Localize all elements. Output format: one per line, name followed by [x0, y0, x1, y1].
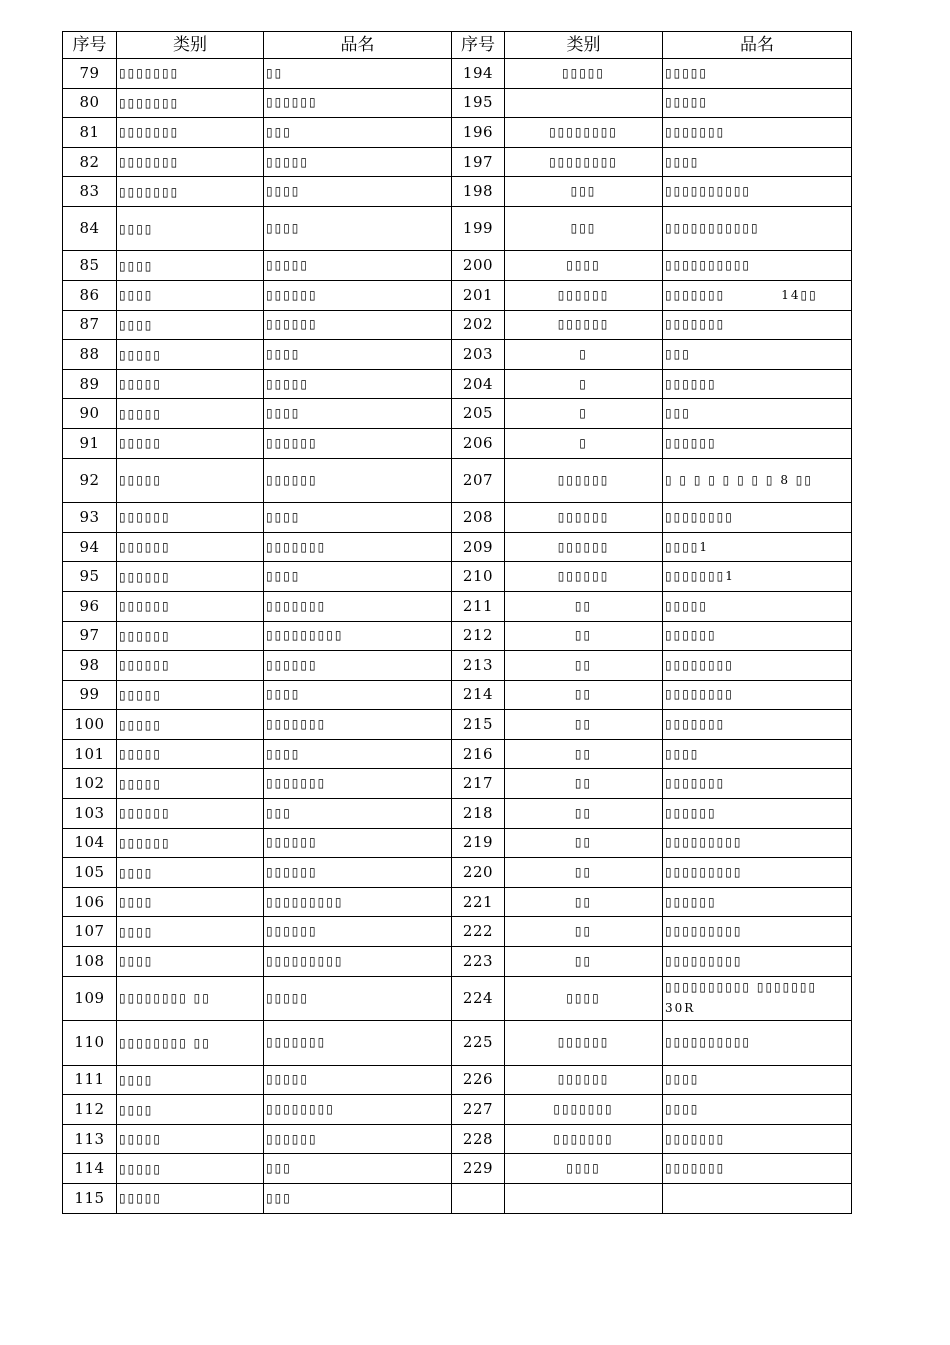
name-cell: ▯▯▯▯▯▯▯▯▯	[264, 947, 452, 977]
category-cell-right: ▯▯	[505, 858, 663, 888]
seq-cell: 85	[63, 251, 117, 281]
seq-cell-right: 217	[452, 769, 505, 799]
category-cell-right	[505, 88, 663, 118]
category-cell: ▯▯▯▯▯▯	[117, 651, 264, 681]
seq-cell: 108	[63, 947, 117, 977]
seq-cell: 94	[63, 532, 117, 562]
name-cell: ▯▯▯▯▯▯▯	[264, 769, 452, 799]
seq-cell: 106	[63, 887, 117, 917]
table-row	[63, 399, 852, 429]
name-cell: ▯▯▯▯▯▯	[264, 651, 452, 681]
name-cell: ▯▯▯▯▯▯	[264, 310, 452, 340]
name-cell: ▯▯▯▯▯▯▯	[264, 710, 452, 740]
seq-cell-right: 203	[452, 340, 505, 370]
category-cell: ▯▯▯▯	[117, 858, 264, 888]
category-cell-right: ▯▯▯▯▯▯	[505, 458, 663, 503]
table-row	[63, 562, 852, 592]
category-cell-right: ▯▯▯▯▯▯▯▯	[505, 147, 663, 177]
table-body	[63, 59, 874, 1214]
seq-cell-right: 194	[452, 59, 505, 89]
name-cell: ▯▯▯▯▯▯	[264, 281, 452, 311]
table-row	[63, 887, 852, 917]
seq-cell-right: 196	[452, 118, 505, 148]
table-row	[63, 621, 852, 651]
name-cell: ▯▯▯▯▯▯	[264, 458, 452, 503]
seq-cell: 89	[63, 369, 117, 399]
seq-cell: 112	[63, 1095, 117, 1125]
table-row	[63, 503, 852, 533]
name-cell-right: ▯▯▯▯▯	[663, 591, 852, 621]
name-cell: ▯▯▯▯▯▯▯▯▯	[264, 887, 452, 917]
seq-cell-right: 229	[452, 1154, 505, 1184]
name-cell: ▯▯▯▯▯▯▯▯	[264, 1095, 452, 1125]
category-cell-right: ▯▯▯▯▯	[505, 59, 663, 89]
table-row	[63, 947, 852, 977]
seq-cell-right: 228	[452, 1124, 505, 1154]
name-cell: ▯▯	[264, 59, 452, 89]
table-row	[63, 651, 852, 681]
name-cell-right: ▯▯▯▯▯▯▯▯▯▯	[663, 1021, 852, 1066]
header-row	[63, 32, 852, 59]
table-row	[63, 281, 852, 311]
header-seq: 序号	[63, 32, 117, 59]
category-cell: ▯▯▯▯▯	[117, 340, 264, 370]
category-cell: ▯▯▯▯	[117, 1065, 264, 1095]
name-cell-right	[663, 1184, 852, 1214]
name-cell-right: ▯▯▯▯▯	[663, 59, 852, 89]
seq-cell: 109	[63, 976, 117, 1021]
category-cell: ▯▯▯▯▯	[117, 739, 264, 769]
name-cell-right: ▯▯▯▯	[663, 1095, 852, 1125]
category-cell: ▯▯▯▯▯▯▯▯ ▯▯	[117, 1021, 264, 1066]
category-cell: ▯▯▯▯▯▯▯	[117, 59, 264, 89]
category-cell: ▯▯▯▯▯▯▯	[117, 177, 264, 207]
name-cell: ▯▯▯▯	[264, 503, 452, 533]
table-row	[63, 769, 852, 799]
seq-cell: 102	[63, 769, 117, 799]
name-cell: ▯▯▯▯▯▯	[264, 1124, 452, 1154]
table-row	[63, 1154, 852, 1184]
category-cell: ▯▯▯▯▯	[117, 769, 264, 799]
name-cell-right: ▯▯▯▯▯▯▯▯▯▯	[663, 177, 852, 207]
category-cell: ▯▯▯▯▯	[117, 429, 264, 459]
name-cell-right: ▯▯▯▯	[663, 147, 852, 177]
name-cell: ▯▯▯▯▯▯▯▯▯	[264, 621, 452, 651]
category-cell-right: ▯▯	[505, 917, 663, 947]
name-cell: ▯▯▯▯▯	[264, 976, 452, 1021]
name-cell-right: ▯▯▯▯▯▯▯	[663, 310, 852, 340]
table-row	[63, 340, 852, 370]
category-cell-right: ▯	[505, 369, 663, 399]
name-cell-right: ▯▯▯▯▯▯▯▯▯	[663, 858, 852, 888]
table-row	[63, 710, 852, 740]
category-cell: ▯▯▯▯▯▯	[117, 503, 264, 533]
category-cell: ▯▯▯▯▯▯▯	[117, 147, 264, 177]
name-cell: ▯▯▯▯▯▯	[264, 88, 452, 118]
name-cell: ▯▯▯▯▯▯▯	[264, 532, 452, 562]
seq-cell: 96	[63, 591, 117, 621]
category-cell: ▯▯▯▯▯▯▯	[117, 118, 264, 148]
name-cell: ▯▯▯▯	[264, 739, 452, 769]
name-cell-right: ▯▯▯▯▯▯▯▯	[663, 680, 852, 710]
table-row	[63, 310, 852, 340]
seq-cell-right: 198	[452, 177, 505, 207]
seq-cell: 80	[63, 88, 117, 118]
seq-cell-right: 223	[452, 947, 505, 977]
table-row	[63, 858, 852, 888]
seq-cell-right: 200	[452, 251, 505, 281]
name-cell: ▯▯▯▯	[264, 177, 452, 207]
table-row	[63, 799, 852, 829]
table-row	[63, 680, 852, 710]
seq-cell: 79	[63, 59, 117, 89]
category-cell-right: ▯	[505, 429, 663, 459]
seq-cell-right: 201	[452, 281, 505, 311]
category-cell-right: ▯▯▯▯▯▯	[505, 532, 663, 562]
category-cell-right: ▯	[505, 399, 663, 429]
name-cell: ▯▯▯▯	[264, 680, 452, 710]
name-cell-right: ▯▯▯▯▯▯▯	[663, 1154, 852, 1184]
name-cell-right: ▯ ▯ ▯ ▯ ▯ ▯ ▯ ▯ 8 ▯▯	[663, 458, 852, 503]
seq-cell-right: 219	[452, 828, 505, 858]
seq-cell-right: 199	[452, 206, 505, 251]
category-cell-right: ▯▯▯▯▯▯	[505, 281, 663, 311]
name-cell: ▯▯▯	[264, 1154, 452, 1184]
name-cell: ▯▯▯▯	[264, 399, 452, 429]
category-cell-right: ▯▯	[505, 947, 663, 977]
seq-cell-right: 197	[452, 147, 505, 177]
name-cell-right: ▯▯▯▯▯▯	[663, 887, 852, 917]
table-row	[63, 251, 852, 281]
name-cell-right: ▯▯▯▯▯▯	[663, 429, 852, 459]
category-cell: ▯▯▯▯	[117, 1095, 264, 1125]
name-cell: ▯▯▯	[264, 118, 452, 148]
category-cell: ▯▯▯▯	[117, 887, 264, 917]
seq-cell-right: 220	[452, 858, 505, 888]
category-cell: ▯▯▯▯	[117, 281, 264, 311]
seq-cell-right: 225	[452, 1021, 505, 1066]
category-cell-right: ▯▯▯▯▯▯	[505, 503, 663, 533]
category-cell: ▯▯▯▯▯	[117, 399, 264, 429]
table-row	[63, 429, 852, 459]
name-cell-right: ▯▯▯▯	[663, 1065, 852, 1095]
seq-cell-right: 215	[452, 710, 505, 740]
seq-cell-right: 211	[452, 591, 505, 621]
seq-cell-right: 202	[452, 310, 505, 340]
category-cell-right: ▯▯	[505, 828, 663, 858]
name-cell-right: ▯▯▯▯▯▯	[663, 369, 852, 399]
category-cell: ▯▯▯▯▯	[117, 1154, 264, 1184]
name-cell-right: ▯▯▯▯▯▯▯	[663, 769, 852, 799]
seq-cell: 101	[63, 739, 117, 769]
table-row	[63, 1095, 852, 1125]
name-cell: ▯▯▯▯▯	[264, 251, 452, 281]
name-cell-right: ▯▯▯▯1	[663, 532, 852, 562]
category-cell: ▯▯▯▯▯▯	[117, 799, 264, 829]
category-cell-right: ▯▯	[505, 591, 663, 621]
category-cell: ▯▯▯▯▯▯	[117, 621, 264, 651]
name-cell-right: ▯▯▯▯▯▯▯▯▯▯▯	[663, 206, 852, 251]
seq-cell: 100	[63, 710, 117, 740]
name-cell: ▯▯▯▯	[264, 206, 452, 251]
seq-cell: 86	[63, 281, 117, 311]
category-cell: ▯▯▯▯	[117, 310, 264, 340]
name-cell: ▯▯▯▯▯▯▯	[264, 591, 452, 621]
seq-cell-right: 226	[452, 1065, 505, 1095]
seq-cell: 95	[63, 562, 117, 592]
name-cell-right: ▯▯▯▯▯▯▯▯▯▯	[663, 251, 852, 281]
seq-cell: 103	[63, 799, 117, 829]
category-cell-right: ▯▯	[505, 799, 663, 829]
seq-cell-right: 214	[452, 680, 505, 710]
category-cell-right: ▯▯▯▯▯▯▯▯	[505, 118, 663, 148]
name-cell: ▯▯▯▯▯▯	[264, 828, 452, 858]
category-cell-right: ▯▯▯▯	[505, 251, 663, 281]
category-cell-right	[505, 1184, 663, 1214]
category-cell: ▯▯▯▯▯	[117, 369, 264, 399]
category-cell-right: ▯▯▯▯▯▯▯	[505, 1124, 663, 1154]
table-row	[63, 458, 852, 503]
seq-cell: 92	[63, 458, 117, 503]
table-row	[63, 739, 852, 769]
seq-cell: 91	[63, 429, 117, 459]
category-cell: ▯▯▯▯	[117, 947, 264, 977]
table-row	[63, 59, 852, 89]
name-cell: ▯▯▯▯	[264, 562, 452, 592]
seq-cell-right: 210	[452, 562, 505, 592]
name-cell-right: ▯▯▯▯▯▯▯1	[663, 562, 852, 592]
name-cell: ▯▯▯▯▯▯	[264, 917, 452, 947]
category-cell: ▯▯▯▯▯▯	[117, 591, 264, 621]
name-cell-right: ▯▯▯▯▯▯▯ 14▯▯	[663, 281, 852, 311]
header-name-2: 品名	[663, 32, 852, 59]
seq-cell: 98	[63, 651, 117, 681]
name-cell-right: ▯▯▯▯▯▯▯	[663, 118, 852, 148]
name-cell: ▯▯▯▯▯▯	[264, 429, 452, 459]
table-row	[63, 532, 852, 562]
table-row	[63, 369, 852, 399]
name-cell: ▯▯▯▯▯	[264, 1065, 452, 1095]
seq-cell: 104	[63, 828, 117, 858]
name-cell-right: ▯▯▯▯▯	[663, 88, 852, 118]
table-row	[63, 1021, 852, 1066]
category-cell-right: ▯▯▯	[505, 206, 663, 251]
seq-cell-right: 207	[452, 458, 505, 503]
category-cell-right: ▯▯▯▯	[505, 1154, 663, 1184]
seq-cell: 110	[63, 1021, 117, 1066]
name-cell-right: ▯▯▯▯	[663, 739, 852, 769]
category-cell: ▯▯▯▯▯	[117, 458, 264, 503]
seq-cell-right: 204	[452, 369, 505, 399]
seq-cell: 97	[63, 621, 117, 651]
category-cell: ▯▯▯▯▯▯	[117, 532, 264, 562]
category-cell-right: ▯▯	[505, 651, 663, 681]
seq-cell: 115	[63, 1184, 117, 1214]
seq-cell-right: 222	[452, 917, 505, 947]
seq-cell: 84	[63, 206, 117, 251]
header-name: 品名	[264, 32, 452, 59]
name-cell-right: ▯▯▯▯▯▯	[663, 621, 852, 651]
item-table	[62, 31, 874, 1214]
category-cell: ▯▯▯▯▯▯▯▯ ▯▯	[117, 976, 264, 1021]
seq-cell-right: 195	[452, 88, 505, 118]
name-cell-right: ▯▯▯▯▯▯▯	[663, 710, 852, 740]
category-cell: ▯▯▯▯▯▯	[117, 828, 264, 858]
name-cell-right: ▯▯▯▯▯▯▯	[663, 1124, 852, 1154]
category-cell: ▯▯▯▯▯	[117, 680, 264, 710]
name-cell-right: ▯▯▯▯▯▯▯▯▯▯ ▯▯▯▯▯▯▯ 30R	[663, 976, 852, 1021]
seq-cell: 99	[63, 680, 117, 710]
seq-cell: 88	[63, 340, 117, 370]
table-row	[63, 147, 852, 177]
seq-cell-right: 205	[452, 399, 505, 429]
name-cell: ▯▯▯▯▯▯	[264, 858, 452, 888]
header-category-2: 类别	[505, 32, 663, 59]
header-category: 类别	[117, 32, 264, 59]
name-cell: ▯▯▯▯▯	[264, 369, 452, 399]
category-cell-right: ▯▯	[505, 887, 663, 917]
seq-cell-right: 224	[452, 976, 505, 1021]
category-cell-right: ▯▯	[505, 621, 663, 651]
seq-cell: 83	[63, 177, 117, 207]
seq-cell-right: 213	[452, 651, 505, 681]
seq-cell: 111	[63, 1065, 117, 1095]
category-cell: ▯▯▯▯▯	[117, 1124, 264, 1154]
seq-cell: 87	[63, 310, 117, 340]
seq-cell-right: 216	[452, 739, 505, 769]
seq-cell-right	[452, 1184, 505, 1214]
category-cell-right: ▯▯	[505, 680, 663, 710]
table-row	[63, 206, 852, 251]
seq-cell: 114	[63, 1154, 117, 1184]
table-row	[63, 88, 852, 118]
name-cell: ▯▯▯▯▯▯▯	[264, 1021, 452, 1066]
seq-cell: 105	[63, 858, 117, 888]
category-cell-right: ▯▯	[505, 769, 663, 799]
category-cell: ▯▯▯▯▯▯	[117, 562, 264, 592]
name-cell-right: ▯▯▯▯▯▯▯▯▯	[663, 947, 852, 977]
header-seq-2: 序号	[452, 32, 505, 59]
category-cell: ▯▯▯▯▯▯▯	[117, 88, 264, 118]
category-cell-right: ▯▯▯▯▯▯	[505, 562, 663, 592]
category-cell-right: ▯▯▯▯▯▯	[505, 1065, 663, 1095]
category-cell-right: ▯▯▯▯▯▯	[505, 1021, 663, 1066]
name-cell-right: ▯▯▯▯▯▯▯▯▯	[663, 828, 852, 858]
name-cell-right: ▯▯▯	[663, 399, 852, 429]
seq-cell-right: 227	[452, 1095, 505, 1125]
seq-cell-right: 208	[452, 503, 505, 533]
table-row	[63, 828, 852, 858]
category-cell-right: ▯▯▯▯▯▯▯	[505, 1095, 663, 1125]
category-cell-right: ▯▯▯▯▯▯	[505, 310, 663, 340]
name-cell-right: ▯▯▯▯▯▯▯▯	[663, 651, 852, 681]
category-cell: ▯▯▯▯▯	[117, 710, 264, 740]
table-row	[63, 917, 852, 947]
seq-cell-right: 221	[452, 887, 505, 917]
category-cell-right: ▯▯	[505, 739, 663, 769]
name-cell: ▯▯▯▯▯	[264, 147, 452, 177]
category-cell-right: ▯▯▯▯	[505, 976, 663, 1021]
category-cell-right: ▯▯▯	[505, 177, 663, 207]
seq-cell: 93	[63, 503, 117, 533]
seq-cell: 82	[63, 147, 117, 177]
category-cell: ▯▯▯▯	[117, 251, 264, 281]
table-row	[63, 976, 852, 1021]
name-cell: ▯▯▯	[264, 1184, 452, 1214]
category-cell-right: ▯	[505, 340, 663, 370]
table-row	[63, 1065, 852, 1095]
category-cell-right: ▯▯	[505, 710, 663, 740]
table-row	[63, 118, 852, 148]
name-cell: ▯▯▯▯	[264, 340, 452, 370]
category-cell: ▯▯▯▯	[117, 917, 264, 947]
name-cell-right: ▯▯▯▯▯▯▯▯	[663, 503, 852, 533]
name-cell-right: ▯▯▯	[663, 340, 852, 370]
seq-cell-right: 206	[452, 429, 505, 459]
seq-cell: 81	[63, 118, 117, 148]
seq-cell: 113	[63, 1124, 117, 1154]
name-cell: ▯▯▯	[264, 799, 452, 829]
name-cell-right: ▯▯▯▯▯▯	[663, 799, 852, 829]
seq-cell-right: 212	[452, 621, 505, 651]
table-row	[63, 177, 852, 207]
table-row	[63, 591, 852, 621]
table-row	[63, 1124, 852, 1154]
name-cell-right: ▯▯▯▯▯▯▯▯▯	[663, 917, 852, 947]
category-cell: ▯▯▯▯	[117, 206, 264, 251]
table-row	[63, 1184, 852, 1214]
category-cell: ▯▯▯▯▯	[117, 1184, 264, 1214]
seq-cell: 90	[63, 399, 117, 429]
seq-cell: 107	[63, 917, 117, 947]
seq-cell-right: 209	[452, 532, 505, 562]
seq-cell-right: 218	[452, 799, 505, 829]
